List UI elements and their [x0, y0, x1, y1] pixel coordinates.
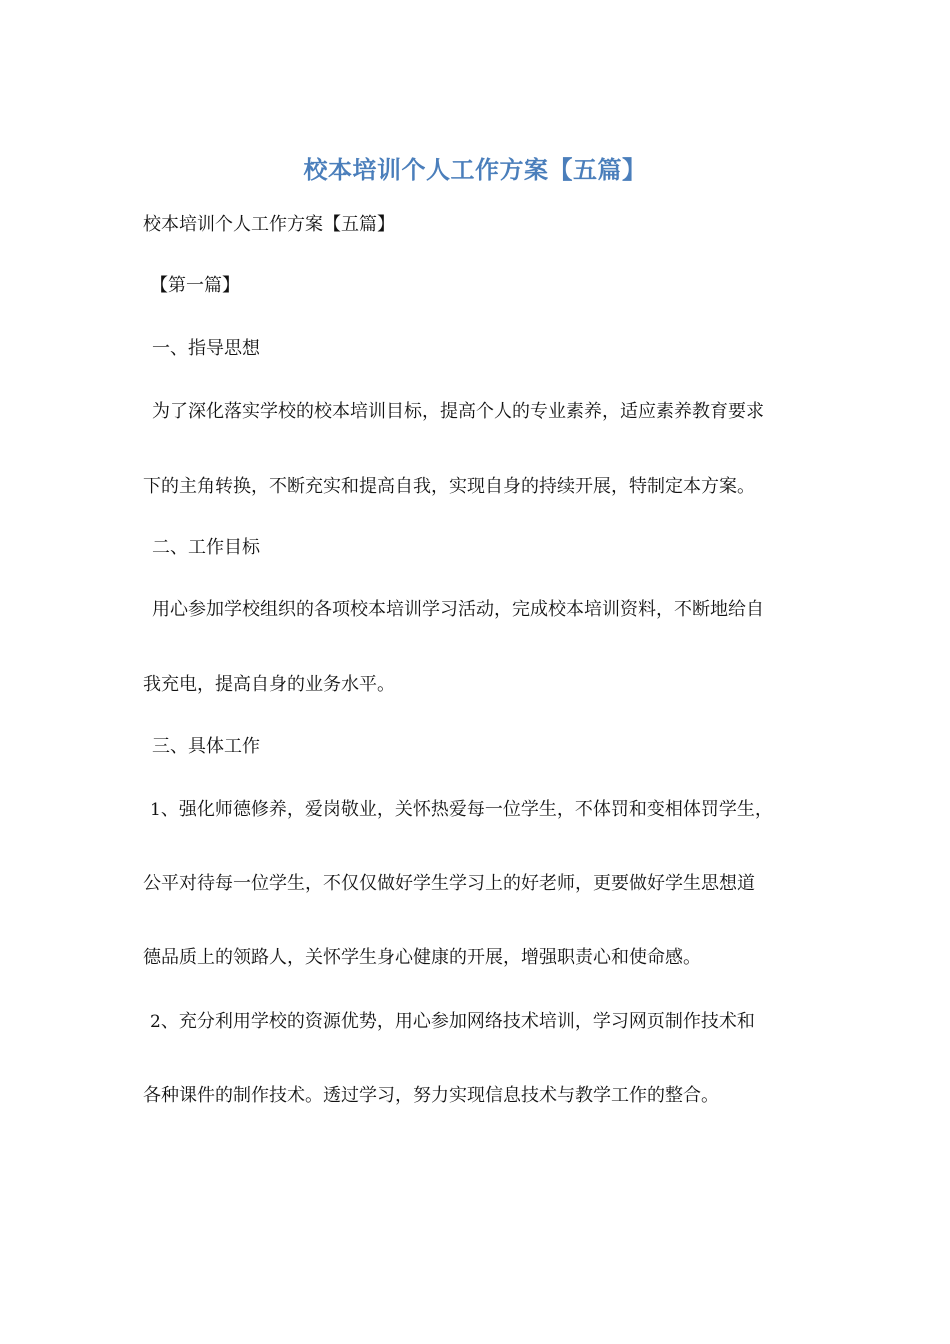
list-item-first-line [150, 1010, 755, 1034]
paragraph-line: 用心参加学校组织的各项校本培训学习活动，完成校本培训资料，不断地给自 [152, 599, 764, 620]
paragraph-line: 我充电，提高自身的业务水平。 [143, 674, 395, 695]
paragraph-line: 各种课件的制作技术。透过学习，努力实现信息技术与教学工作的整合。 [143, 1085, 719, 1106]
list-item-first-line [150, 798, 773, 822]
section-heading-specific-work: 三、具体工作 [152, 736, 260, 757]
section-heading-work-goals: 二、工作目标 [152, 537, 260, 558]
list-item-number: 2 [150, 1012, 161, 1032]
document-subtitle: 校本培训个人工作方案【五篇】 [143, 214, 395, 235]
paragraph-line: 德品质上的领路人，关怀学生身心健康的开展，增强职责心和使命感。 [143, 947, 701, 968]
paragraph-line: 公平对待每一位学生，不仅仅做好学生学习上的好老师，更要做好学生思想道 [143, 873, 755, 894]
list-item-number: 1 [150, 800, 161, 820]
list-item-text: 、充分利用学校的资源优势，用心参加网络技术培训，学习网页制作技术和 [160, 1011, 755, 1032]
section-heading-guiding-idea: 一、指导思想 [152, 338, 260, 359]
document-title: 校本培训个人工作方案【五篇】 [303, 155, 647, 184]
paragraph-line: 为了深化落实学校的校本培训目标，提高个人的专业素养，适应素养教育要求 [152, 401, 764, 422]
list-item-text: 、强化师德修养，爱岗敬业，关怀热爱每一位学生，不体罚和变相体罚学生， [160, 799, 773, 820]
part-label: 【第一篇】 [150, 275, 240, 296]
paragraph-line: 下的主角转换，不断充实和提高自我，实现自身的持续开展，特制定本方案。 [143, 476, 755, 497]
